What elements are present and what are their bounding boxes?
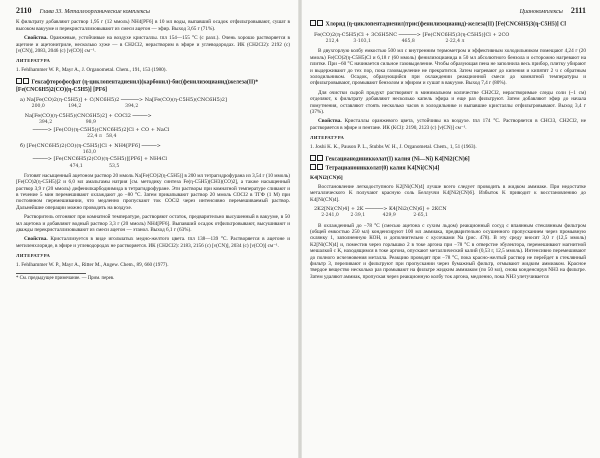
checkbox-marker [23, 78, 29, 84]
left-footnote: * См. предыдущее примечание. — Прим. перев. [16, 276, 115, 282]
checkbox-marker [310, 20, 316, 26]
checkbox-marker [310, 155, 316, 161]
checkbox-marker [317, 155, 323, 161]
right-equation-2: 2K2[Ni(CN)4] + 2K ──────> K4[Ni2(CN)6] + 2KCN 2·241,0 2·39,1 429,9 2·65,1 [314, 206, 447, 219]
left-literature-ref-2: 1. Fehlhammer W. P., Mayr A., Ritter M., Angew. Chem., 89, 660 (1977). [16, 261, 169, 268]
left-equation-a1: a) Na[Fe(CO)2(η-C5H5)] + C(NC6H5)2 ──────> Na[Fe(CO)(η-C5H5)(CNC6H5)2] 200,0 194,2 394,2 [20, 96, 227, 109]
right-page [300, 0, 600, 458]
right-compound-heading-2 [310, 155, 586, 172]
left-chapter-title: Глава 33. Металлоорганические комплексы [39, 9, 150, 15]
right-literature-ref: 1. Joshi K. K., Pauson P. L., Stubbs W. H., J. Organometal. Chem., 1, 51 (1963). [310, 143, 477, 150]
left-compound-heading [16, 78, 290, 94]
checkbox-marker [310, 164, 316, 170]
checkbox-marker [16, 78, 22, 84]
left-running-header [16, 8, 290, 15]
right-compound-heading-1 [310, 20, 586, 29]
right-equation-1: Fe(CO)2(η-C5H5)Cl + 3C6H5NC ──────> [Fe(CNC6H5)3(η-C5H5)]Cl + 2CO 212,4 3·103,1 465,8 2·22,4 л [314, 31, 510, 45]
left-equation-b: б) [Fe(CNC6H5)2(CO)(η-C5H5)]Cl + NH4[PF6] ─────> 163,0 ─────> [Fe(CNC6H5)2(CO)(η-C5H5)][PF6] + NH4Cl 474,1 53,5 [20, 142, 168, 169]
right-compound-title-2: Гексацианодиникколат(I) калия (Ni—Ni) K4[Ni2(CN)6] [325, 156, 470, 163]
left-properties-2-text: Кристаллизуется в виде игольчатых медно-желтого цвета. tпл 138—139 °С. Растворяется в ацетоне и метиленхлориде, в эфире и углеводородах не растворяется. ИК (CH2Cl2): 2183, 2156 (с) [ν(CN)], 2034 (с) [ν(CO)] см⁻¹. [16, 236, 290, 249]
left-intro-paragraph: К фильтрату добавляют раствор 1,95 г (12 ммоль) NH4[PF6] в 10 мл воды, выпавший осадок отфильтровывают, сушат в высоком вакууме и перекристаллизовывают из смеси ацетон — эфир. Выход 3,65 г (71%). [16, 19, 290, 32]
right-subsection-title: K4[Ni2(CN)6] [310, 175, 343, 181]
checkbox-marker [317, 164, 323, 170]
right-body-paragraph-1: В двухгорлую колбу емкостью 500 мл с внутренним термометром и эффективным холодильником помещают 4,24 г (20 ммоль) Fe(CO)2(η-C5H5)Cl и 6,18 г (60 ммоль) фенилизоцианида в 50 мл абсолютного бензола и осторожно нагревают на плитке. При ~60 °С начинается сильное газовыделение. Чтобы образующая пена не заполнила весь прибор, плитку убирают и выдерживают до тех пор, пока газовыделение не прекратится. Затем нагревают до кипения и кипятят 2 ч с обратным холодильником. Осадок, образующийся при охлаждении реакционной смеси до комнатной температуры и отфильтровывают, промывают бензолом и эфиром и сушат в вакууме. Выход 7,4 г (80%). [310, 48, 586, 87]
left-literature-ref-1: 1. Fehlhammer W. P., Mayr A., J. Organometal. Chem., 191, 153 (1980). [16, 66, 167, 73]
checkbox-marker [317, 20, 323, 26]
left-literature-heading-1: ЛИТЕРАТУРА [16, 58, 51, 64]
right-body-paragraph-4: В охлажденный до −78 °С (смесью ацетона с сухим льдом) реакционный сосуд с впаянным стеклянным фильтром (общей емкостью 250 мл) конденсируют 100 мл аммиака, предварительно осушенного пропусканием через промывную склянку 1, заполненную КОН, и дополнительно с кусочками Na (рис. 478). В эту среду вносят 3,0 г (12,5 ммоль) K2[Ni(CN)4] и, поместив через горлышко 2 в токе аргона при −78 °С в отверстие эбулектора, перемешивают магнитной мешалкой с K, находящимся в токе аргона, опускают металлический калий (0,53 г, 12,5 ммоль). Интенсивно перемешивают до полного исчезновения металла. Реакцию проводят при −78 °С, пока красно-желтый раствор не перейдет в стеклянный фильтр 3, переливают и фильтруют при пропускании через бумажный фильтр, отмывают жидким аммиаком. Красное твердое вещество несколько раз промывают на фильтре жидким аммиаком (по 50 мл), снова конденсируя NH3 на фильтре. Затем удаляют аммиак, пропуская через реакционную колбу ток аргона, медленно, пока NH3 улетучивается [310, 222, 586, 280]
right-body-paragraph-3: Восстановление легкодоступного K2[Ni(CN)4] лучше всего следует проводить в жидком аммиаке. При недостатке металлического K получают красную соль Беллуччи K4[Ni2(CN)6]. Избыток K приводит к восстановлению до K4[Ni(CN)4]. [310, 184, 586, 203]
left-body-paragraph-2: Готовят насыщенный ацетоном раствор 20 ммоль Na[Fe(CO)2(η-C5H5)] в 200 мл тетрагидрофурана из 3,54 г (10 ммоль) [Fe(CO)2(η-C5H5)]2 и 6,0 мл амальгамы натрия [см. методику синтеза Fe(η-C5H5)(CH3)(CO)2], а также насыщенный раствор 3,9 г (20 ммоль) дифенилкарбодиимида в тетрагидрофуране. Эти растворы при комнатной температуре сливают и в течение 5 мин перемешивают охлаждают до −80 °С. Затем прикапывают раствор 20 ммоль COCl2 в ТГФ (1 М) при постоянном перемешивании, что медленно пропускают ток COCl2 через интенсивно перемешиваемый раствор. Дальнейшие операции можно проводить на воздухе. [16, 172, 290, 211]
left-properties-2-label: Свойства. [24, 236, 48, 243]
left-equation-a2: Na[Fe(CO)(η-C5H5)(CNC6H5)2] + COCl2 ─────> 394,2 98,9 ─────> [Fe(CO)(η-C5H5)(CNC6H5)2]Cl + CO + NaCl 22,4 л 58,4 [20, 113, 170, 139]
footnote-divider [16, 273, 86, 274]
right-chapter-title: Цианокомплексы [519, 9, 563, 15]
right-page-number: 2111 [570, 6, 586, 15]
right-compound-title-1: Хлорид (η-циклопентадиенил)трис(фенилизоцианид)-железа(II) [325, 21, 495, 28]
right-literature-heading: ЛИТЕРАТУРА [310, 135, 345, 141]
left-properties-1-label: Свойства. [24, 35, 48, 42]
right-compound-title-3: Тетрацианоникколат(0) калия K4[Ni(CN)4] [325, 165, 440, 171]
left-compound-formula: [Fe(CNC6H5)2(CO)(η-C5H5)] [PF6] [16, 86, 108, 93]
left-compound-title: Гексафторофосфат (η-циклопентадиенил)(карбонил)-бис(фенилизоцианид)железа(II)* [31, 79, 259, 86]
left-properties-1-text: Оранжевые, устойчивые на воздухе кристаллы. tпл 154—155 °С (с разл.). Очень хорошо растворяется в ацетоне и ацетонитриле, несколько хуже — в CH2Cl2, нерастворим в эфире и углеводородах. ИК (CH2Cl2): 2192 (с) [ν(CN)], 2083, 2046 (с) [ν(CO)] см⁻¹. [16, 35, 291, 55]
right-compound-formula-1: [Fe(CNC6H5)3(η-C5H5)] Cl [495, 21, 566, 28]
right-properties-text: Кристаллы оранжевого цвета, устойчивы на воздухе. tпл 174 °С. Растворяется в CHCl3, CH2Cl2, не растворяется в эфире и пентане. ИК (KCl): 2190, 2123 (с) [ν(CN)] см⁻¹. [310, 118, 587, 131]
right-body-paragraph-2: Для очистки сырой продукт растворяют в минимальном количестве CH2Cl2, нерастворимые следы соли (~1 см) отделяют, к фильтрату добавляют несколько капель эфира и еще раз фильтруют. Затем добавляют эфир до начала помутнения, оставляют стоять несколько часов в холодильнике и выпавшие кристаллы отфильтровывают. Выход 3,4 г (37%). [310, 89, 586, 115]
left-properties-1 [16, 35, 290, 54]
right-properties-label: Свойства. [318, 118, 342, 125]
left-body-paragraph-3: Растворитель отгоняют при комнатной температуре, растворяют остаток, предварительно высушенный в вакууме, в 50 мл ацетона и добавляют водный раствор 3,3 г (20 ммоль) NH4[PF6]. Выпавший осадок отфильтровывают, высушивают и дважды перекристаллизовывают из смеси ацетон — этанол. Выход 6,1 г (63%). [16, 214, 290, 234]
left-literature-heading-2: ЛИТЕРАТУРА [16, 253, 51, 259]
right-running-header [310, 8, 586, 15]
right-properties [310, 118, 586, 131]
left-properties-2 [16, 236, 290, 249]
left-page-number: 2110 [16, 6, 32, 15]
